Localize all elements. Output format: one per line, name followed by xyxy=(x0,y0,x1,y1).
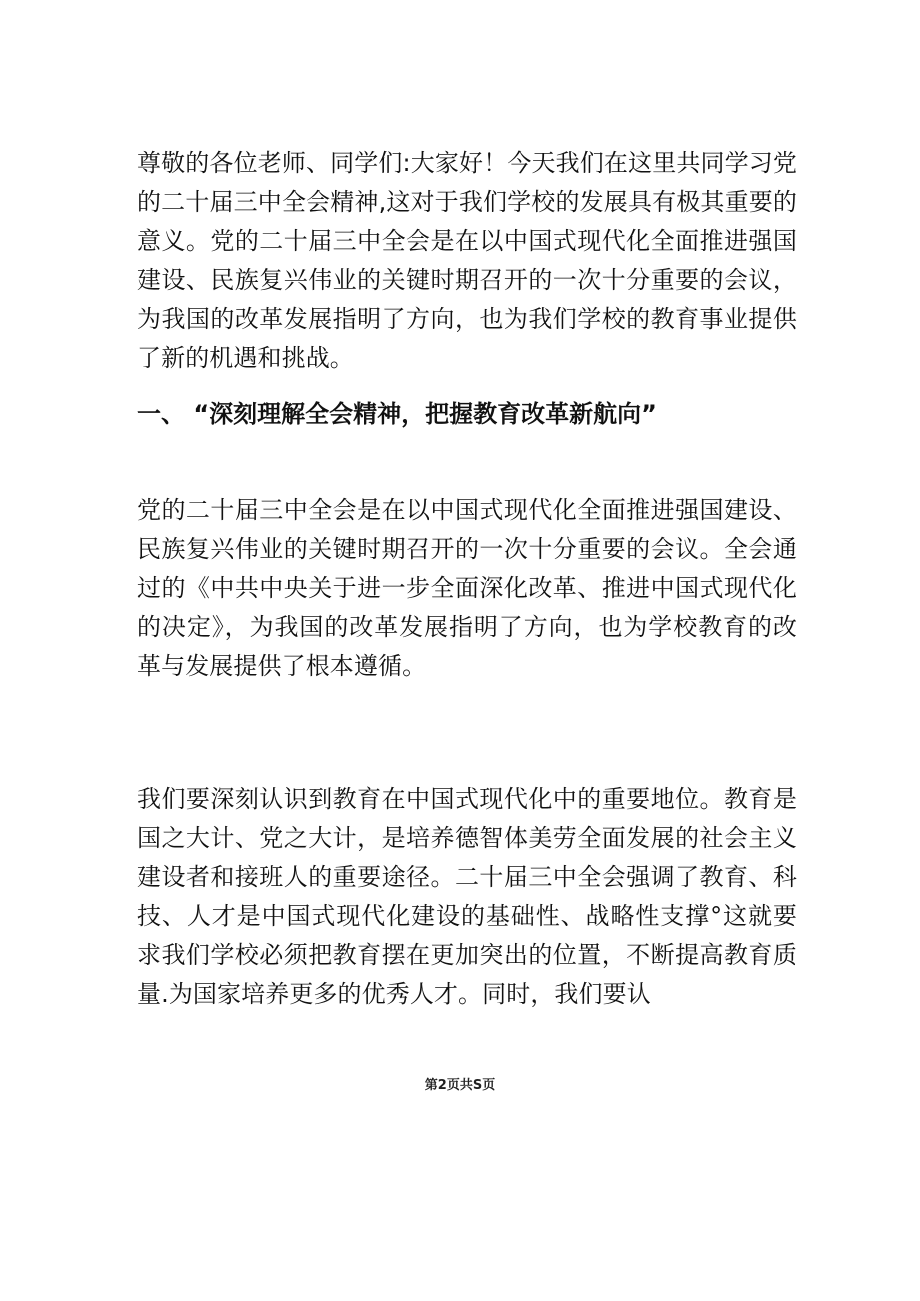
body-paragraph-2: 我们要深刻认识到教育在中国式现代化中的重要地位。教育是国之大计、党之大计，是培养德智体美劳全面发展的社会主义建设者和接班人的重要途径。二十届三中全会强调了教育、科技、人才是中国式现代化建设的基础性、战略性支撑°这就要求我们学校必须把教育摆在更加突出的位置，不断提高教育质量.为国家培养更多的优秀人才。同时，我们要认 xyxy=(137,785,797,1008)
body-paragraph-1: 党的二十届三中全会是在以中国式现代化全面推进强国建设、民族复兴伟业的关键时期召开的一次十分重要的会议。全会通过的《中共中央关于进一步全面深化改革、推进中国式现代化的决定》，为我国的改革发展指明了方向，也为学校教育的改革与发展提供了根本遵循。 xyxy=(137,496,797,680)
intro-paragraph: 尊敬的各位老师、同学们:大家好！今天我们在这里共同学习党的二十届三中全会精神,这对于我们学校的发展具有极其重要的意义。党的二十届三中全会是在以中国式现代化全面推进强国建设、民族复兴伟业的关键时期召开的一次十分重要的会议，为我国的改革发展指明了方向，也为我们学校的教育事业提供了新的机遇和挑战。 xyxy=(137,149,797,372)
section-heading: 一、 “深刻理解全会精神，把握教育改革新航向” xyxy=(137,400,657,428)
page-number-footer: 第2页共S页 xyxy=(424,1078,496,1093)
